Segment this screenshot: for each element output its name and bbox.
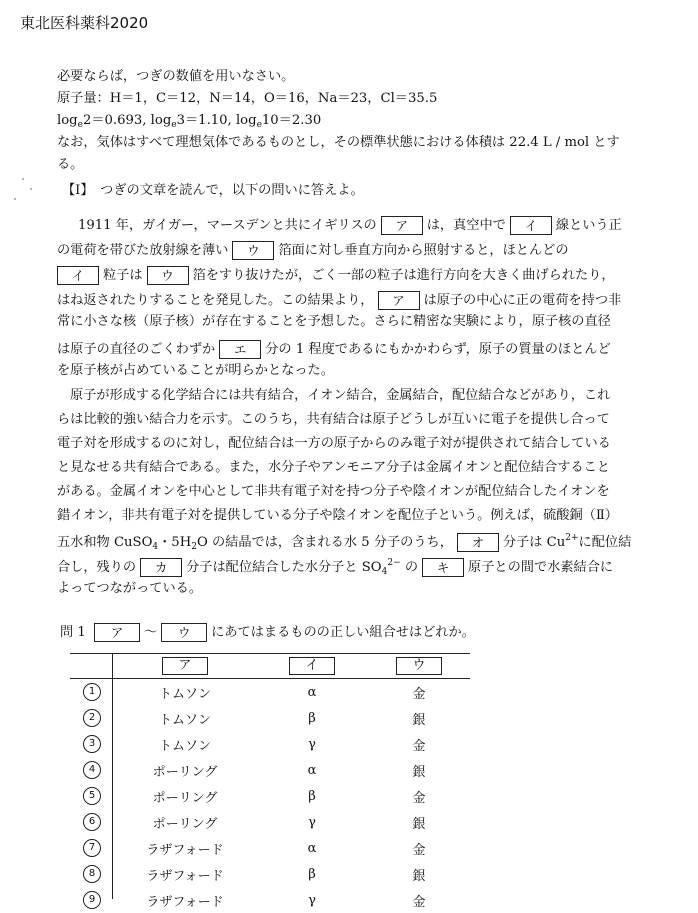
option-number: 2 bbox=[83, 709, 101, 727]
cell-a: トムソン bbox=[158, 686, 211, 702]
table-row[interactable] bbox=[70, 783, 470, 809]
cell-u: 金 bbox=[412, 738, 426, 754]
page-header-title: 東北医科薬科2020 bbox=[20, 14, 149, 32]
log-prefix: log bbox=[57, 113, 78, 128]
p1-text: は原子の直径のごくわずか bbox=[57, 342, 216, 357]
cell-a: ラザフォード bbox=[146, 868, 224, 884]
question-1 bbox=[60, 623, 475, 642]
p1-text: 箔をすり抜けたが，ごく一部の粒子は進行方向を大きく曲げられたり， bbox=[192, 268, 615, 283]
formula-cuso: CuSO bbox=[113, 535, 153, 550]
log-base: e bbox=[77, 120, 83, 130]
cell-i: α bbox=[307, 840, 317, 856]
blank-e: エ bbox=[219, 340, 261, 359]
p1-line-1 bbox=[78, 216, 622, 235]
intro-note-line-1: なお，気体はすべて理想気体であるものとし，その標準状態における体積は 22.4 L / mol とす bbox=[57, 135, 620, 150]
formula-sub: 4 bbox=[152, 542, 159, 552]
table-row[interactable] bbox=[70, 731, 470, 757]
p1-line-4 bbox=[57, 291, 621, 310]
p2-line-1: 原子が形成する化学結合には共有結合，イオン結合，金属結合，配位結合などがあり，これ bbox=[70, 388, 611, 403]
option-number: 3 bbox=[83, 735, 101, 753]
table-row[interactable] bbox=[70, 887, 470, 913]
cell-a: ラザフォード bbox=[146, 894, 224, 910]
cell-u: 銀 bbox=[412, 764, 426, 780]
table-row[interactable] bbox=[70, 809, 470, 835]
p2-text: 五水和物 bbox=[57, 535, 110, 550]
p1-text: 粒子は bbox=[103, 268, 143, 283]
blank-a: ア bbox=[378, 291, 420, 310]
answer-table bbox=[70, 653, 470, 913]
blank-a: ア bbox=[381, 216, 423, 235]
blank-i: イ bbox=[57, 266, 99, 285]
col-header-i: イ bbox=[289, 657, 335, 675]
blank-a: ア bbox=[94, 623, 140, 642]
log-base: e bbox=[256, 120, 262, 130]
cell-u: 銀 bbox=[412, 712, 426, 728]
cell-a: ポーリング bbox=[152, 790, 218, 806]
scan-speck bbox=[22, 178, 24, 180]
p1-text: 箔面に対し垂直方向から照射すると，ほとんどの bbox=[278, 243, 569, 258]
tilde: 〜 bbox=[143, 625, 158, 640]
p2-text: に配位結 bbox=[578, 535, 632, 550]
intro-atomic-weights: 原子量：H＝1，C＝12，N＝14，O＝16，Na＝23，Cl＝35.5 bbox=[57, 91, 438, 106]
p1-text: の電荷を帯びた放射線を薄い bbox=[57, 243, 229, 258]
blank-ka: カ bbox=[140, 558, 182, 577]
table-divider bbox=[112, 653, 113, 899]
option-number: 9 bbox=[83, 891, 101, 909]
formula-h: ・5H bbox=[158, 535, 192, 550]
p1-text: 1911 年，ガイガー，マースデンと共にイギリスの bbox=[78, 218, 377, 233]
cell-i: β bbox=[308, 710, 316, 726]
log2-value: 2＝0.693, bbox=[82, 113, 147, 128]
p2-line-6: 錯イオン，非共有電子対を提供している分子や陰イオンを配位子という。例えば，硫酸銅（Ⅱ） bbox=[57, 508, 618, 523]
cell-a: トムソン bbox=[158, 738, 211, 754]
section-title: 【Ⅰ】 つぎの文章を読んで，以下の問いに答えよ。 bbox=[62, 183, 364, 198]
p1-line-6 bbox=[57, 340, 611, 359]
p1-text: は原子の中心に正の電荷を持つ非 bbox=[423, 293, 622, 308]
intro-line-1: 必要ならば，つぎの数値を用いなさい。 bbox=[57, 69, 295, 84]
question-label: 問 1 bbox=[60, 625, 86, 640]
intro-log-values bbox=[57, 114, 321, 130]
p2-line-9: よってつながっている。 bbox=[57, 581, 203, 596]
formula-so: SO bbox=[361, 560, 382, 575]
p1-text: はね返されたりすることを発見した。この結果より， bbox=[57, 293, 374, 308]
option-number: 1 bbox=[83, 683, 101, 701]
blank-o: オ bbox=[457, 533, 499, 552]
cell-a: ポーリング bbox=[152, 816, 218, 832]
cell-u: 銀 bbox=[412, 868, 426, 884]
p2-text: の bbox=[404, 560, 419, 575]
formula-sub: 4 bbox=[381, 567, 388, 577]
p2-line-8 bbox=[57, 558, 613, 577]
cell-i: β bbox=[308, 866, 316, 882]
p2-text: 合し，残りの bbox=[57, 560, 137, 575]
table-row[interactable] bbox=[70, 861, 470, 887]
option-number: 7 bbox=[83, 839, 101, 857]
table-header-row bbox=[70, 654, 470, 679]
p2-text: 分子は Cu bbox=[502, 535, 566, 550]
cell-u: 銀 bbox=[412, 816, 426, 832]
cell-i: α bbox=[307, 762, 317, 778]
cell-i: γ bbox=[308, 892, 316, 908]
formula-sub: 2 bbox=[191, 542, 197, 552]
p1-line-3 bbox=[57, 266, 615, 285]
p2-line-5: がある。金属イオンを中心として非共有電子対を持つ分子や陰イオンが配位結合したイオンを bbox=[57, 484, 610, 499]
blank-ki: キ bbox=[422, 558, 464, 577]
p2-text: O の結晶では，含まれる水 5 分子のうち， bbox=[196, 535, 453, 550]
cell-i: γ bbox=[308, 736, 316, 752]
intro-note-line-2: る。 bbox=[57, 157, 84, 172]
log10-value: 10＝2.30 bbox=[261, 113, 322, 128]
p1-text: 分の 1 程度であるにもかかわらず，原子の質量のほとんど bbox=[265, 342, 611, 357]
table-row[interactable] bbox=[70, 835, 470, 861]
table-row[interactable] bbox=[70, 705, 470, 731]
p1-line-7: を原子核が占めていることが明らかとなった。 bbox=[57, 363, 334, 378]
p2-line-2: らは比較的強い結合力を示す。このうち，共有結合は原子どうしが互いに電子を提供し合って bbox=[57, 412, 610, 427]
blank-u: ウ bbox=[232, 241, 274, 260]
cell-a: ラザフォード bbox=[146, 842, 224, 858]
col-header-a: ア bbox=[162, 657, 208, 675]
p2-line-7 bbox=[57, 533, 631, 552]
scan-speck bbox=[14, 198, 16, 200]
p2-line-3: 電子対を形成するのに対し，配位結合は一方の原子からのみ電子対が提供されて結合している bbox=[57, 436, 611, 451]
option-number: 8 bbox=[83, 865, 101, 883]
log-prefix: log bbox=[150, 113, 172, 128]
p2-text: 分子は配位結合した水分子と bbox=[186, 560, 358, 575]
option-number: 4 bbox=[83, 761, 101, 779]
charge-sup: 2− bbox=[387, 558, 401, 568]
log3-value: 3＝1.10, bbox=[176, 113, 232, 128]
blank-u: ウ bbox=[147, 266, 189, 285]
cell-i: γ bbox=[308, 814, 316, 830]
p1-text: は，真空中で bbox=[426, 218, 506, 233]
cell-u: 金 bbox=[412, 842, 426, 858]
cell-u: 金 bbox=[412, 686, 426, 702]
p1-text: 線という正 bbox=[555, 218, 622, 233]
p1-line-2 bbox=[57, 241, 569, 260]
cell-i: α bbox=[307, 684, 317, 700]
p1-line-5: 常に小さな核（原子核）が存在することを予想した。さらに精密な実験により，原子核の直径 bbox=[57, 314, 611, 329]
table-row[interactable] bbox=[70, 757, 470, 783]
cell-u: 金 bbox=[412, 894, 426, 910]
charge-sup: 2+ bbox=[565, 533, 579, 543]
cell-a: トムソン bbox=[158, 712, 211, 728]
col-header-u: ウ bbox=[396, 657, 442, 675]
p2-text: 原子との間で水素結合に bbox=[468, 560, 614, 575]
cell-i: β bbox=[308, 788, 316, 804]
option-number: 6 bbox=[83, 813, 101, 831]
p2-line-4: と見なせる共有結合である。また，水分子やアンモニア分子は金属イオンと配位結合すること bbox=[57, 460, 610, 475]
option-number: 5 bbox=[83, 787, 101, 805]
table-row[interactable] bbox=[70, 679, 470, 706]
cell-a: ポーリング bbox=[152, 764, 218, 780]
log-prefix: log bbox=[235, 113, 257, 128]
scan-speck bbox=[30, 188, 32, 190]
cell-u: 金 bbox=[412, 790, 426, 806]
question-text: にあてはまるものの正しい組合せはどれか。 bbox=[211, 625, 475, 640]
blank-i: イ bbox=[510, 216, 552, 235]
log-base: e bbox=[171, 120, 177, 130]
blank-u: ウ bbox=[161, 623, 207, 642]
